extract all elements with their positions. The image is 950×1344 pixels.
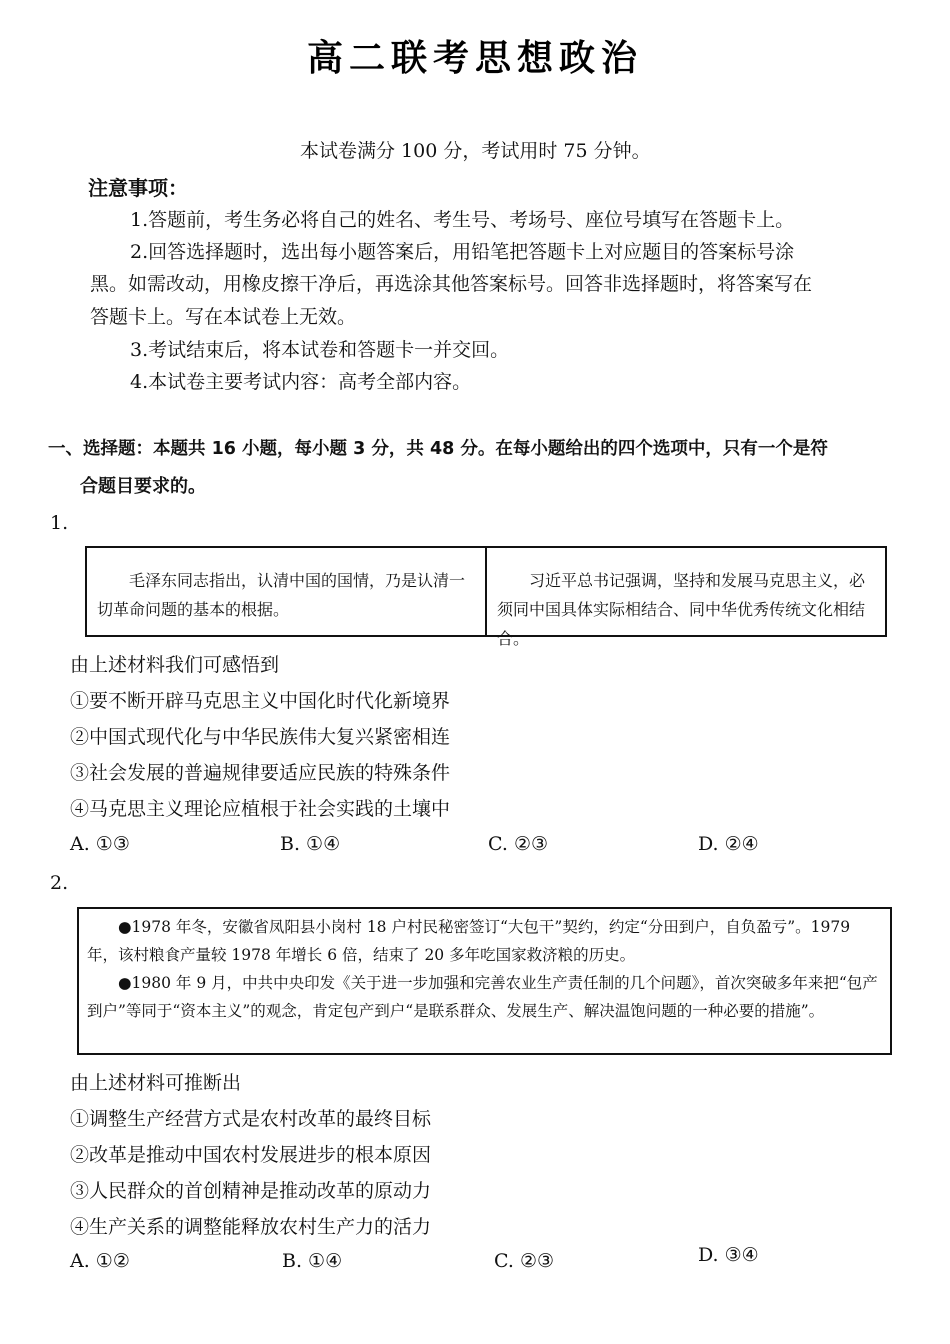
notice-item-1: 1.答题前，考生务必将自己的姓名、考生号、考场号、座位号填写在答题卡上。: [130, 209, 795, 231]
notice-item-4: 4.本试卷主要考试内容：高考全部内容。: [130, 371, 472, 393]
notice-item-2-line2: 黑。如需改动，用橡皮擦干净后，再选涂其他答案标号。回答非选择题时，将答案写在: [90, 273, 813, 295]
section-heading-line1: 一、选择题：本题共 16 小题，每小题 3 分，共 48 分。在每小题给出的四个选项中，只有一个是符: [48, 439, 828, 459]
notice-item-3: 3.考试结束后，将本试卷和答题卡一并交回。: [130, 339, 510, 361]
notice-item-2-line1: 2.回答选择题时，选出每小题答案后，用铅笔把答题卡上对应题目的答案标号涂: [130, 241, 795, 263]
question-1-number: 1.: [50, 512, 69, 534]
question-2-statement-2: ②改革是推动中国农村发展进步的根本原因: [70, 1144, 432, 1166]
question-2-number: 2.: [50, 872, 69, 894]
question-2-option-d[interactable]: D. ③④: [698, 1244, 759, 1266]
material-paragraph-2: ●1980 年 9 月，中共中央印发《关于进一步加强和完善农业生产责任制的几个问题》，首次突破多年来把“包产到户”等同于“资本主义”的观念，肯定包产到户“是联系群众、发展生产、解决温饱问题的一种必要的措施”。: [87, 974, 878, 1020]
question-1-statement-2: ②中国式现代化与中华民族伟大复兴紧密相连: [70, 726, 451, 748]
section-heading-line2: 合题目要求的。: [80, 476, 206, 497]
exam-info: 本试卷满分 100 分，考试用时 75 分钟。: [300, 140, 651, 162]
question-2-stem: 由上述材料可推断出: [70, 1072, 242, 1094]
question-1-option-a[interactable]: A. ①③: [70, 833, 130, 855]
question-2-material-box: [77, 907, 892, 1055]
question-2-option-c[interactable]: C. ②③: [494, 1250, 555, 1272]
question-1-stem: 由上述材料我们可感悟到: [70, 654, 280, 676]
question-1-statement-3: ③社会发展的普遍规律要适应民族的特殊条件: [70, 762, 451, 784]
question-2-statement-3: ③人民群众的首创精神是推动改革的原动力: [70, 1180, 432, 1202]
question-2-option-a[interactable]: A. ①②: [70, 1250, 130, 1272]
question-1-option-c[interactable]: C. ②③: [488, 833, 549, 855]
material-paragraph-1: ●1978 年冬，安徽省凤阳县小岗村 18 户村民秘密签订“大包干”契约，约定“分田到户，自负盈亏”。1979 年，该村粮食产量较 1978 年增长 6 倍，结束了 20 多年吃国家救济粮的历史。: [87, 918, 851, 964]
question-1-statement-1: ①要不断开辟马克思主义中国化时代化新境界: [70, 690, 451, 712]
material-right-cell: [487, 548, 885, 648]
question-1-statement-4: ④马克思主义理论应植根于社会实践的土壤中: [70, 798, 451, 820]
material-right-text: 习近平总书记强调，坚持和发展马克思主义，必须同中国具体实际相结合、同中华优秀传统文化相结合。: [497, 571, 866, 648]
page-title: 高二联考思想政治: [306, 38, 643, 79]
material-left-text: 毛泽东同志指出，认清中国的国情，乃是认清一切革命问题的基本的根据。: [97, 571, 466, 619]
question-2-option-b[interactable]: B. ①④: [282, 1250, 343, 1272]
material-left-cell: [87, 548, 487, 635]
question-2-statement-4: ④生产关系的调整能释放农村生产力的活力: [70, 1216, 432, 1238]
notice-heading: 注意事项：: [88, 176, 188, 200]
question-1-option-d[interactable]: D. ②④: [698, 833, 759, 855]
question-1-material-box: [85, 546, 887, 648]
notice-item-2-line3: 答题卡上。写在本试卷上无效。: [90, 306, 357, 328]
question-1-option-b[interactable]: B. ①④: [280, 833, 341, 855]
question-2-statement-1: ①调整生产经营方式是农村改革的最终目标: [70, 1108, 432, 1130]
